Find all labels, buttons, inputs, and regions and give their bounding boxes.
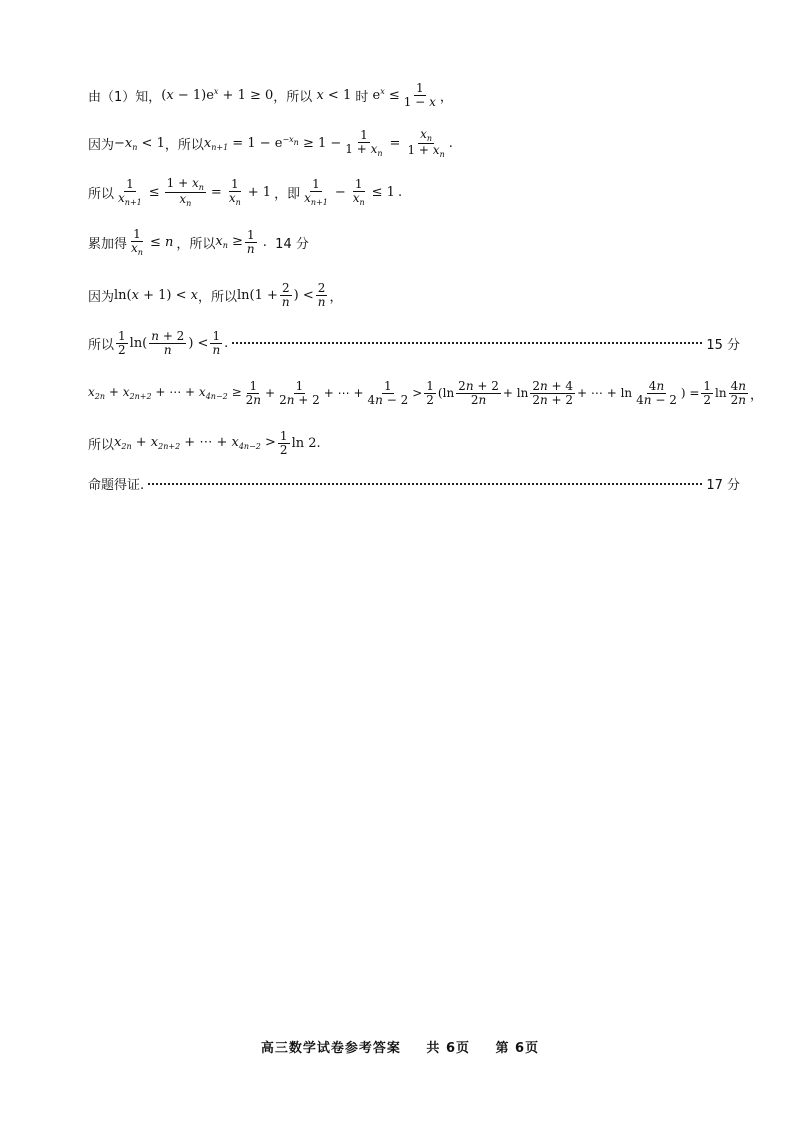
formula-5b: ln(1 + <box>237 287 278 303</box>
fraction-7b: $\frac{1}{2n + 2}$ <box>279 379 320 407</box>
line-6: 所以 $\frac{1}{2}$ ln( $\frac{n + 2}{n}$ ) < $\frac{1}{n}$ . 15 分 <box>88 329 740 357</box>
line-5: 因为 ln(x + 1) < x ，所以 ln(1 + $\frac{2}{n}$ ) < $\frac{2}{n}$ ， <box>88 281 343 309</box>
line-2: 因为 $-x_n < 1$ ，所以 $x_{n+1} = 1 - e^{-x_n} \ge 1$ − $\frac{1}{1 + x_n}$ = $\frac{x_n}{1 + x_n}$ . <box>88 127 453 160</box>
line-1 <box>88 82 740 108</box>
fraction-6b: $\frac{n + 2}{n}$ <box>151 329 185 357</box>
line-1-mid2: 时 <box>355 89 369 105</box>
fraction-3d: $\frac{1}{x_{n+1}}$ <box>304 177 328 207</box>
line-3-end: . <box>397 185 403 201</box>
formula-1c: $e^x$ ≤ <box>368 87 400 104</box>
line-8-end: . <box>316 435 321 451</box>
line-5-prefix: 因为 <box>88 289 115 305</box>
formula-4b: $x_n$ ≥ <box>215 234 243 251</box>
fraction-2b: $\frac{x_n}{1 + x_n}$ <box>407 127 445 160</box>
leader-dots-17 <box>148 483 702 485</box>
formula-2: $-x_n < 1$ <box>114 135 165 152</box>
line-9 <box>88 474 740 493</box>
fraction-3a: $\frac{1}{x_{n+1}}$ <box>118 177 142 207</box>
line-4-prefix: 累加得 <box>88 236 128 252</box>
line-5-mid: ，所以 <box>197 289 237 305</box>
line-4-mid: ，所以 <box>176 236 216 252</box>
fraction-7c: $\frac{1}{4n - 2}$ <box>367 379 409 407</box>
fraction-4b: $\frac{1}{n}$ <box>246 228 255 256</box>
line-6-end: . <box>224 335 229 351</box>
line-7: $x_{2n} + x_{2n+2}$ + ⋯ + $x_{4n-2}$ ≥ $\frac{1}{2n}$ + $\frac{1}{2n + 2}$ + ⋯ + $\frac{1}{4n - 2}$ > $\frac{1}{2}$ (ln $\frac{2n + 2}{2n}$ + ln $\frac{2n + 4}{2n + 2}$ + ⋯ + ln $\frac{4n}{4n - 2}$ ) = $\frac{1}{2}$ ln $\frac{4n}{2n}$ ， <box>88 379 764 407</box>
fraction-7h: $\frac{1}{2}$ <box>703 379 712 407</box>
line-7-end: ， <box>750 387 764 403</box>
formula-1: $(x - 1)e^x + 1 \ge 0$ <box>161 87 274 104</box>
fraction-1: $\frac{1}{1 - x}$ <box>403 81 436 109</box>
fraction-5b: $\frac{2}{n}$ <box>317 281 326 309</box>
leader-dots-15 <box>232 342 702 344</box>
footer-page-number: 第 6页 <box>495 1041 540 1056</box>
page-footer <box>0 1037 800 1056</box>
line-3-mid: ，即 <box>274 187 301 203</box>
line-1-end: ， <box>439 89 453 105</box>
score-14: 14 分 <box>275 236 309 252</box>
fraction-7d: $\frac{1}{2}$ <box>426 379 434 407</box>
fraction-7g: $\frac{4n}{4n - 2}$ <box>636 379 677 407</box>
line-5-end: ， <box>329 289 343 305</box>
fraction-3e: $\frac{1}{x_n}$ <box>352 177 365 207</box>
footer-title: 高三数学试卷参考答案 <box>260 1041 401 1056</box>
line-2-prefix: 因为 <box>88 138 115 154</box>
fraction-2a: $\frac{1}{1 + x_n}$ <box>345 128 383 158</box>
fraction-8a: $\frac{1}{2}$ <box>279 429 288 457</box>
fraction-5a: $\frac{2}{n}$ <box>281 281 290 309</box>
fraction-6a: $\frac{1}{2}$ <box>118 329 126 357</box>
fraction-7f: $\frac{2n + 4}{2n + 2}$ <box>532 379 574 407</box>
line-2-mid: ，所以 <box>164 138 204 154</box>
line-6-prefix: 所以 <box>88 337 115 353</box>
line-2-end: . <box>448 136 453 152</box>
score-15: 15 分 <box>706 337 740 353</box>
fraction-4a: $\frac{1}{x_n}$ <box>131 227 143 257</box>
footer-total-pages: 共 6页 <box>426 1041 470 1056</box>
formula-5a: ln(x + 1) < x <box>114 287 198 303</box>
line-1-prefix: 由（1）知， <box>88 89 162 105</box>
score-17: 17 分 <box>706 478 740 493</box>
line-8-prefix: 所以 <box>88 437 115 453</box>
line-4: 累加得 $\frac{1}{x_n}$ ≤ n ，所以 $x_n$ ≥ $\frac{1}{n}$ . 14 分 <box>88 227 309 257</box>
line-9-prefix: 命题得证. <box>88 478 145 493</box>
fraction-7i: $\frac{4n}{2n}$ <box>730 379 746 407</box>
formula-1b: x < 1 <box>316 87 356 103</box>
line-3-prefix: 所以 <box>88 187 115 203</box>
line-1-mid: ，所以 <box>273 89 313 105</box>
formula-2b: $x_{n+1} = 1 - e^{-x_n} \ge 1$ − <box>203 135 342 153</box>
fraction-3b: $\frac{1 + x_n}{x_n}$ <box>166 176 204 209</box>
fraction-3c: $\frac{1}{x_n}$ <box>228 177 241 207</box>
line-3: 所以 $\frac{1}{x_{n+1}}$ ≤ $\frac{1 + x_n}{x_n}$ = $\frac{1}{x_n}$ + 1 ，即 $\frac{1}{x_{n+1}}$ − $\frac{1}{x_n}$ ≤ 1 . <box>88 176 403 209</box>
fraction-7e: $\frac{2n + 2}{2n}$ <box>458 379 499 407</box>
fraction-6c: $\frac{1}{n}$ <box>212 329 221 357</box>
formula-8a: $x_{2n} + x_{2n+2}$ + ⋯ + $x_{4n-2}$ > <box>114 435 276 452</box>
fraction-7a: $\frac{1}{2n}$ <box>245 379 261 407</box>
line-8: 所以 $x_{2n} + x_{2n+2}$ + ⋯ + $x_{4n-2}$ > $\frac{1}{2}$ ln 2 . <box>88 429 321 457</box>
formula-7a: $x_{2n} + x_{2n+2}$ + ⋯ + $x_{4n-2}$ ≥ <box>88 385 242 402</box>
